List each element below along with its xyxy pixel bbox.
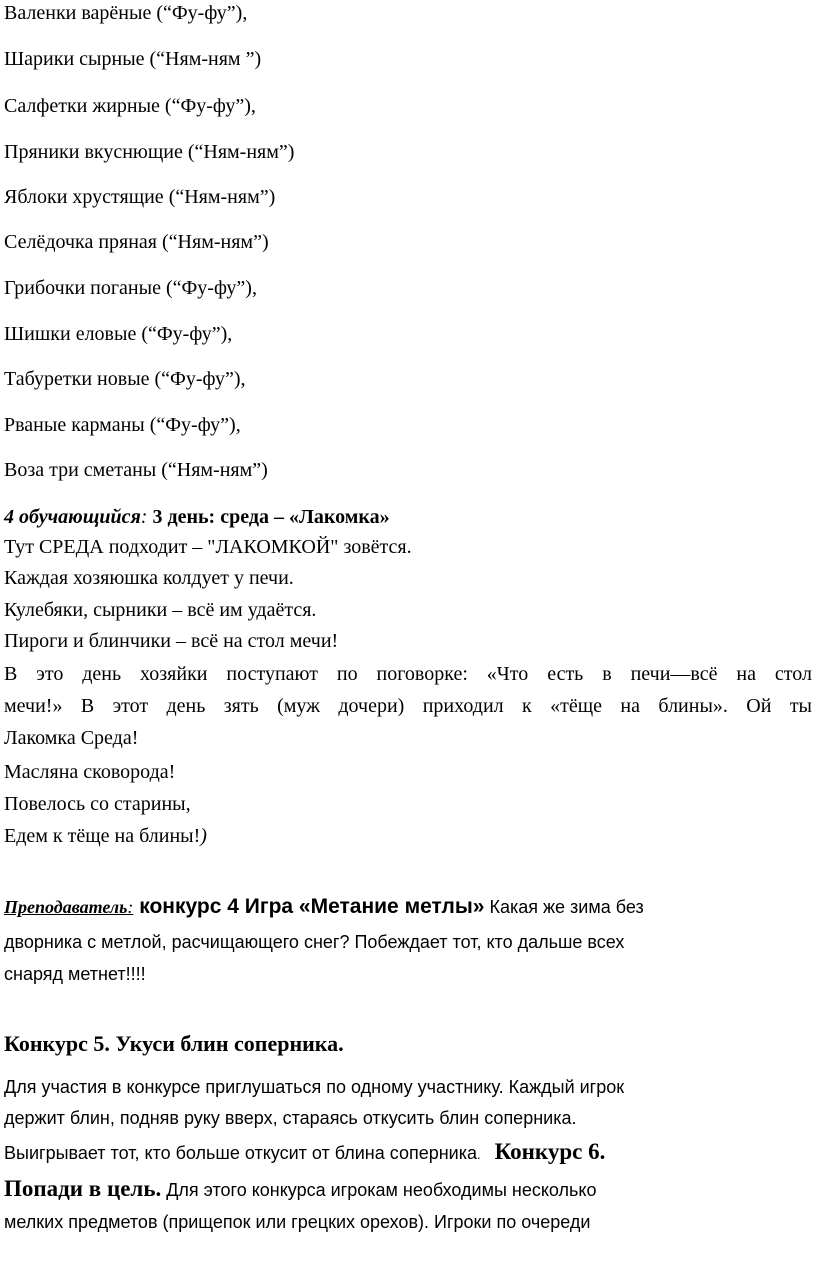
verse-line: Кулебяки, сырники – всё им удаётся.: [4, 599, 317, 621]
paragraph-line: мечи!» В этот день зять (муж дочери) приходил к «тёще на блины». Ой ты: [4, 695, 812, 717]
contest4-text-line: снаряд метнет!!!!: [4, 964, 146, 984]
list-item: Табуретки новые (“Фу-фу”),: [4, 368, 246, 390]
list-item: Валенки варёные (“Фу-фу”),: [4, 2, 248, 24]
verse-text: Едем к тёще на блины!: [4, 825, 201, 847]
list-item: Пряники вкуснющие (“Ням-ням”): [4, 141, 295, 163]
list-item: Яблоки хрустящие (“Ням-ням”): [4, 186, 276, 208]
list-item: Шарики сырные (“Ням-ням ”): [4, 48, 262, 70]
list-item: Салфетки жирные (“Фу-фу”),: [4, 95, 256, 117]
verse-line: Тут СРЕДА подходит – "ЛАКОМКОЙ" зовётся.: [4, 536, 412, 558]
contest4-speaker: Преподаватель: [4, 897, 128, 917]
contest6-heading-line: [4, 1177, 597, 1202]
contest4-heading-line: [4, 895, 644, 919]
verse-line: Масляна сковорода!: [4, 761, 176, 783]
contest6-title: Попади в цель.: [4, 1176, 162, 1201]
verse-line: Каждая хозяюшка колдует у печи.: [4, 567, 294, 589]
paragraph-line: Лакомка Среда!: [4, 727, 139, 749]
contest4-text: Какая же зима без: [484, 897, 644, 917]
day3-colon: :: [140, 506, 148, 528]
contest5-text: Выигрывает тот, кто больше откусит от блина соперника: [4, 1143, 478, 1163]
closing-paren: ): [200, 825, 207, 847]
list-item: Селёдочка пряная (“Ням-ням”): [4, 231, 269, 253]
paragraph-line: В это день хозяйки поступают по поговорке: «Что есть в печи—всё на стол: [4, 663, 812, 685]
contest6-text-line: мелких предметов (прищепок или грецких орехов). Игроки по очереди: [4, 1212, 591, 1232]
contest6-title-part: Конкурс 6.: [494, 1139, 606, 1164]
contest5-last-line: [4, 1140, 605, 1167]
contest5-text-line: держит блин, подняв руку вверх, стараясь откусить блин соперника.: [4, 1108, 577, 1128]
verse-line-last: [4, 824, 207, 848]
contest5-dot: .: [477, 1147, 481, 1162]
list-item: Шишки еловые (“Фу-фу”),: [4, 323, 233, 345]
list-item: Воза три сметаны (“Ням-ням”): [4, 459, 268, 481]
contest4-title: конкурс 4 Игра «Метание метлы»: [133, 895, 485, 918]
contest4-colon: :: [127, 897, 134, 917]
contest5-text-line: Для участия в конкурсе приглушаться по одному участнику. Каждый игрок: [4, 1077, 625, 1097]
contest4-text-line: дворника с метлой, расчищающего снег? Побеждает тот, кто дальше всех: [4, 932, 625, 952]
day3-heading: 3 день: среда – «Лакомка»: [147, 506, 390, 528]
verse-line: Пироги и блинчики – всё на стол мечи!: [4, 630, 339, 652]
day3-heading-line: [4, 505, 390, 529]
contest6-text: Для этого конкурса игрокам необходимы несколько: [161, 1180, 597, 1200]
verse-line: Повелось со старины,: [4, 793, 191, 815]
day3-speaker: 4 обучающийся: [4, 506, 141, 528]
contest5-title: Конкурс 5. Укуси блин соперника.: [4, 1031, 344, 1056]
list-item: Рваные карманы (“Фу-фу”),: [4, 414, 241, 436]
list-item: Грибочки поганые (“Фу-фу”),: [4, 277, 257, 299]
